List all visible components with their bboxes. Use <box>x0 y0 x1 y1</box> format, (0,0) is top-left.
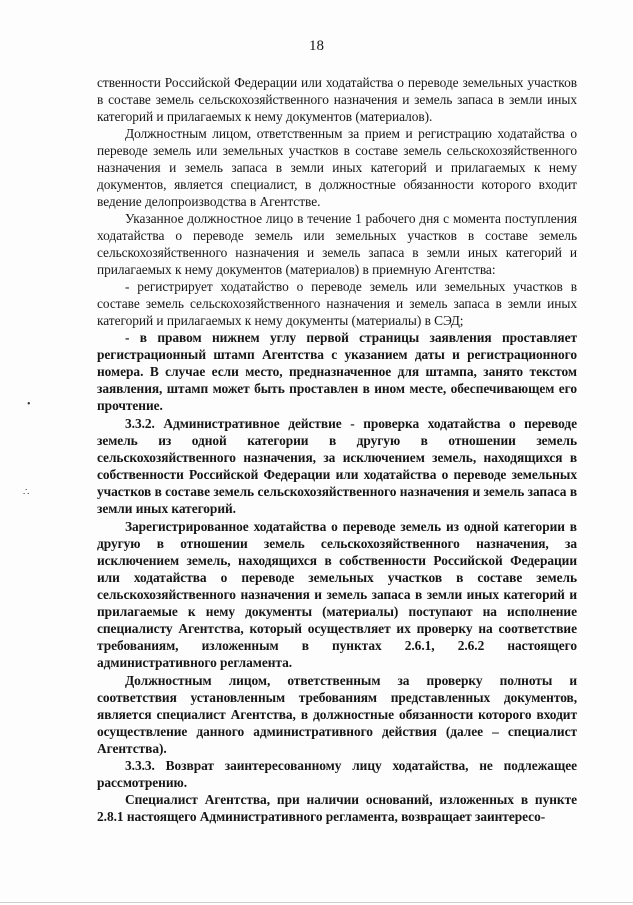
paragraph-5: - в правом нижнем углу первой страницы заявления проставляет регистрационный штамп Агентства с указанием даты и регистрационного номера. В случае если место, предназначенное для штампа, занято текстом заявления, штамп может быть проставлен в ином месте, обеспечивающем его прочтение. <box>97 330 577 413</box>
paragraph-6: 3.3.2. Административное действие - проверка ходатайства о переводе земель из одной категории в другую в отношении земель сельскохозяйственного назначения, за исключением земель, находящихся в собственности Российской Федерации или ходатайства о переводе земельных участков в составе земель сельскохозяйственного назначения и земель запаса в земли иных категорий. <box>97 416 577 516</box>
paragraph-2: Должностным лицом, ответственным за прием и регистрацию ходатайства о переводе земель или земельных участков в составе земель сельскохозяйственного назначения и земель запаса в земли иных категорий и прилагаемых к нему документов, является специалист, в должностные обязанности которого входит ведение делопроизводства в Агентстве. <box>97 126 577 209</box>
paragraph-7: Зарегистрированное ходатайства о переводе земель из одной категории в другую в отношении земель сельскохозяйственного назначения, за исключением земель, находящихся в собственности Российской Федерации или ходатайства о переводе земельных участков в составе земель сельскохозяйственного назначения и земель запаса в земли иных категорий и прилагаемые к нему документы (материалы) поступают на исполнение специалисту Агентства, который осуществляет их проверку на соответствие требованиям, изложенным в пунктах 2.6.1, 2.6.2 настоящего административного регламента. <box>97 519 577 670</box>
scan-speck-mark: • <box>27 399 31 410</box>
paragraph-4: - регистрирует ходатайство о переводе земель или земельных участков в составе земель сельскохозяйственного назначения и земель запаса в земли иных категорий и прилагаемых к нему документы (материалы) в СЭД; <box>97 279 577 328</box>
scan-edge-line <box>0 902 633 903</box>
page-number: 18 <box>309 38 324 54</box>
scan-speck-mark: ∴ <box>23 487 30 498</box>
paragraph-1: ственности Российской Федерации или ходатайства о переводе земельных участков в составе земель сельскохозяйственного назначения и земель запаса в земли иных категорий и прилагаемых к нему документов (материалов). <box>97 75 577 124</box>
document-body <box>97 74 577 825</box>
paragraph-3: Указанное должностное лицо в течение 1 рабочего дня с момента поступления ходатайства о переводе земель или земельных участков в составе земель сельскохозяйственного назначения и земель запаса в земли иных категорий и прилагаемых к нему документов (материалов) в приемную Агентства: <box>97 211 577 277</box>
paragraph-9: 3.3.3. Возврат заинтересованному лицу ходатайства, не подлежащее рассмотрению. <box>97 758 577 790</box>
paragraph-10: Специалист Агентства, при наличии оснований, изложенных в пункте 2.8.1 настоящего Административного регламента, возвращает заинтересо- <box>97 792 577 824</box>
paragraph-8: Должностным лицом, ответственным за проверку полноты и соответствия установленным требованиям представленных документов, является специалист Агентства, в должностные обязанности которого входит осуществление данного административного действия (далее – специалист Агентства). <box>97 673 577 756</box>
